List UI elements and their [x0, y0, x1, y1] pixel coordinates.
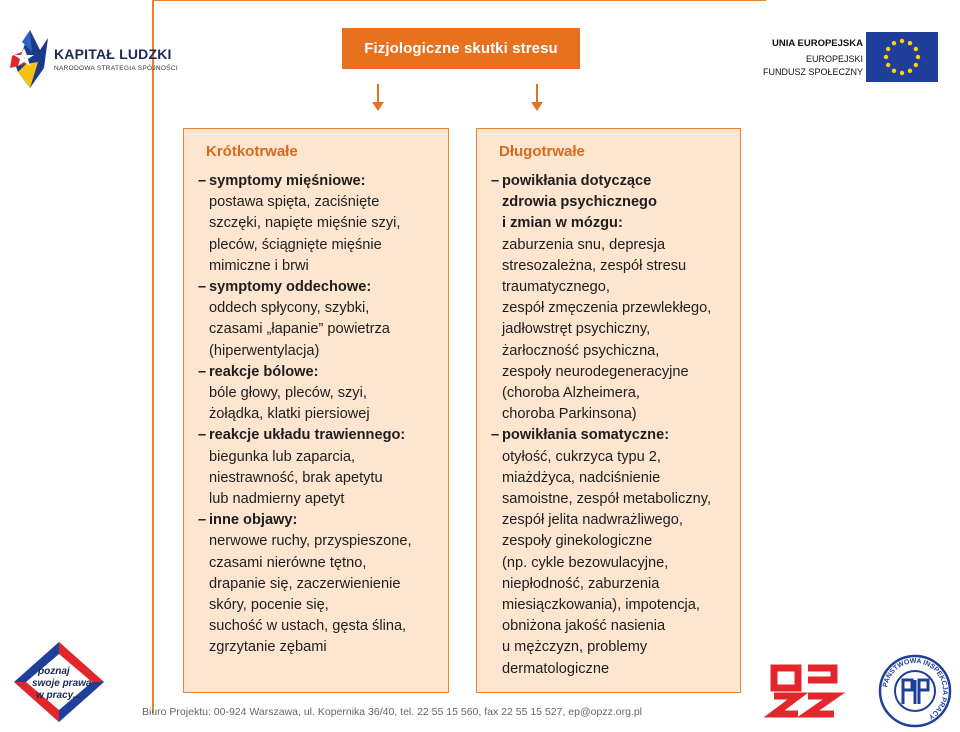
item-text-line: (np. cykle bezowulacyjne, [502, 554, 669, 571]
list-dash: – [198, 279, 207, 296]
item-text-line: miażdżyca, nadciśnienie [502, 469, 661, 486]
eu-star-icon [914, 63, 918, 67]
item-text-line: suchość w ustach, gęsta ślina, [209, 618, 407, 635]
item-text-line: żołądka, klatki piersiowej [209, 406, 370, 423]
item-text-line: drapanie się, zaczerwienienie [209, 575, 401, 592]
list-dash: – [198, 427, 207, 444]
item-text-line: zgrzytanie zębami [209, 639, 327, 656]
item-heading: reakcje układu trawiennego: [209, 427, 406, 444]
item-text-line: biegunka lub zaparcia, [209, 448, 356, 465]
item-text-line: nerwowe ruchy, przyspieszone, [209, 533, 412, 550]
item-text-line: pleców, ściągnięte mięśnie [209, 236, 382, 253]
item-text-line: choroba Parkinsona) [502, 406, 637, 423]
list-item [491, 171, 734, 425]
eu-star-icon [908, 69, 912, 73]
footer-address: Biuro Projektu: 00-924 Warszawa, ul. Kopernika 36/40, tel. 22 55 15 560, fax 22 55 15 527, ep@opzz.org.pl [142, 706, 642, 718]
item-text-line: (choroba Alzheimera, [502, 385, 640, 402]
long-term-list [491, 171, 734, 680]
list-item [198, 277, 442, 362]
short-term-title: Krótkotrwałe [206, 143, 298, 160]
item-text-line: czasami nierówne tętno, [209, 554, 367, 571]
eu-line3: FUNDUSZ SPOŁECZNY [762, 67, 863, 77]
item-text-line: mimiczne i brwi [209, 257, 309, 274]
item-text-line: zespół zmęczenia przewlekłego, [502, 300, 712, 317]
item-text-line: stresozależna, zespół stresu [502, 257, 687, 274]
item-text-line: zespoły ginekologiczne [502, 533, 653, 550]
pip-ring-text: PAŃSTWOWA INSPEKCJA PRACY [882, 657, 949, 721]
list-dash: – [491, 173, 500, 189]
list-dash: – [198, 173, 207, 189]
item-heading: inne objawy: [209, 512, 298, 529]
item-text-line: (hiperwentylacja) [209, 342, 320, 359]
eu-flag-icon [866, 32, 938, 82]
opzz-logo-icon [768, 662, 840, 720]
item-text-line: otyłość, cukrzyca typu 2, [502, 448, 661, 465]
item-text-line: samoistne, zespół metaboliczny, [502, 491, 712, 508]
long-term-box [476, 128, 741, 693]
poznaj-line3: w pracy... [36, 690, 82, 701]
eu-star-icon [892, 41, 896, 45]
list-item [198, 510, 442, 658]
item-heading: symptomy mięśniowe: [209, 173, 366, 189]
item-text-line: lub nadmierny apetyt [209, 491, 345, 508]
item-heading: powikłania somatyczne: [502, 427, 670, 444]
list-dash: – [491, 427, 500, 444]
eu-star-icon [884, 55, 888, 59]
list-item [198, 362, 442, 426]
item-text-line: bóle głowy, pleców, szyi, [209, 385, 367, 402]
item-text-line: jadłowstręt psychiczny, [502, 321, 651, 338]
eu-star-icon [914, 47, 918, 51]
eu-star-icon [908, 41, 912, 45]
kapital-ludzki-star-icon [8, 28, 52, 92]
item-heading: i zmian w mózgu: [502, 215, 623, 232]
arrow-down-icon [530, 84, 544, 112]
list-item [198, 425, 442, 510]
short-term-list [198, 171, 442, 659]
poznaj-line1: poznaj [38, 666, 70, 677]
list-dash: – [198, 512, 207, 529]
long-term-title: Długotrwałe [499, 143, 585, 160]
list-dash: – [198, 363, 207, 380]
item-text-line: żarłoczność psychiczna, [502, 342, 660, 359]
item-heading: powikłania dotyczące [502, 173, 652, 189]
kapital-ludzki-logo [8, 28, 178, 92]
eu-star-icon [886, 63, 890, 67]
item-text-line: czasami „łapanie” powietrza [209, 321, 390, 338]
item-heading: reakcje bólowe: [209, 363, 319, 380]
item-text-line: obniżona jakość nasienia [502, 618, 666, 635]
item-text-line: szczęki, napięte mięśnie szyi, [209, 215, 401, 232]
item-text-line: zespół jelita nadwrażliwego, [502, 512, 683, 529]
item-text-line: skóry, pocenie się, [209, 597, 329, 614]
arrow-down-icon [371, 84, 385, 112]
item-text-line: niestrawność, brak apetytu [209, 469, 383, 486]
pip-logo-icon [878, 654, 952, 728]
list-item [491, 425, 734, 679]
poznaj-prawa-logo [12, 640, 106, 724]
item-text-line: u mężczyzn, problemy [502, 639, 648, 656]
eu-star-icon [900, 71, 904, 75]
page-title: Fizjologiczne skutki stresu [342, 28, 580, 69]
item-text-line: oddech spłycony, szybki, [209, 300, 370, 317]
eu-star-icon [886, 47, 890, 51]
eu-line1: UNIA EUROPEJSKA [772, 38, 863, 49]
eu-star-icon [900, 39, 904, 43]
item-heading: zdrowia psychicznego [502, 194, 657, 211]
item-text-line: zespoły neurodegeneracyjne [502, 363, 689, 380]
list-item [198, 171, 442, 277]
item-text-line: postawa spięta, zaciśnięte [209, 194, 380, 211]
kapital-ludzki-subtitle: NARODOWA STRATEGIA SPÓJNOŚCI [54, 65, 178, 72]
poznaj-line2: swoje prawa [32, 678, 92, 689]
item-text-line: traumatycznego, [502, 279, 610, 296]
item-text-line: zaburzenia snu, depresja [502, 236, 666, 253]
eu-star-icon [916, 55, 920, 59]
item-text-line: miesiączkowania), impotencja, [502, 597, 700, 614]
item-text-line: dermatologiczne [502, 660, 610, 677]
eu-line2: EUROPEJSKI [805, 54, 863, 64]
short-term-box [183, 128, 449, 693]
eu-star-icon [892, 69, 896, 73]
item-text-line: niepłodność, zaburzenia [502, 575, 660, 592]
kapital-ludzki-title: KAPITAŁ LUDZKI [54, 46, 172, 62]
eu-logo [760, 32, 938, 88]
item-heading: symptomy oddechowe: [209, 279, 372, 296]
